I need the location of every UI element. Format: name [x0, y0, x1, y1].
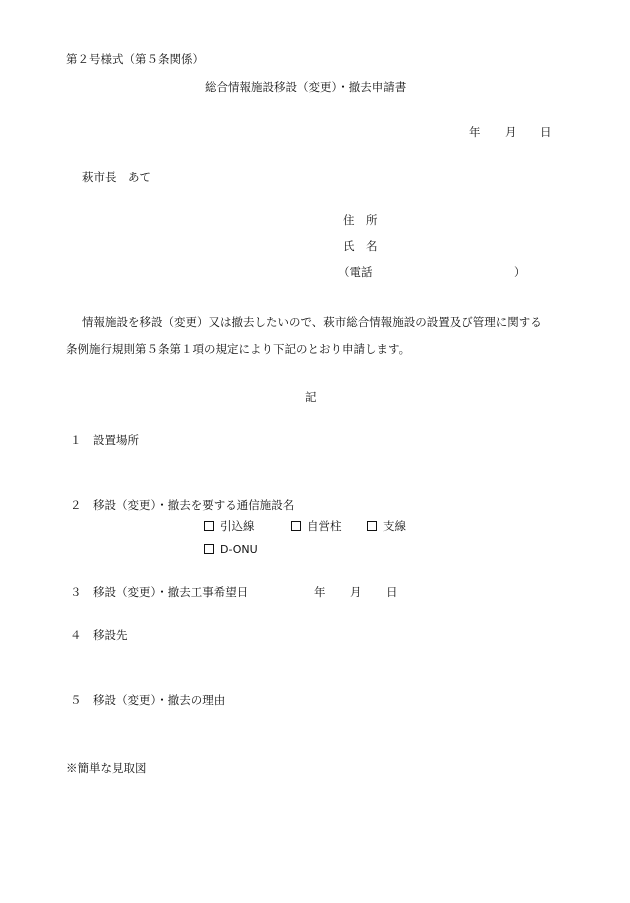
- item-3-number: ３: [70, 585, 82, 599]
- item-2-label: 移設（変更）・撤去を要する通信施設名: [93, 498, 295, 512]
- date-year: 年: [469, 125, 481, 139]
- option-d-onu[interactable]: [204, 544, 258, 556]
- item-3-year: 年: [314, 585, 326, 599]
- item-1-label: 設置場所: [93, 433, 139, 447]
- addressee: 萩市長 あて: [82, 170, 151, 184]
- item-5-number: ５: [70, 693, 82, 707]
- option-shisen[interactable]: [367, 521, 406, 533]
- checkbox-icon[interactable]: [204, 544, 214, 554]
- option-hikikomisen[interactable]: [204, 521, 255, 533]
- checkbox-icon[interactable]: [367, 521, 377, 531]
- applicant-name-label: 氏 名: [343, 239, 378, 253]
- body-text-line1: 情報施設を移設（変更）又は撤去したいので、萩市総合情報施設の設置及び管理に関する: [82, 315, 542, 329]
- item-3-day: 日: [386, 585, 398, 599]
- option-label: D-ONU: [220, 543, 258, 556]
- item-3-label: 移設（変更）・撤去工事希望日: [93, 585, 249, 599]
- date-month: 月: [505, 125, 517, 139]
- checkbox-icon[interactable]: [204, 521, 214, 531]
- checkbox-icon[interactable]: [291, 521, 301, 531]
- item-5-label: 移設（変更）・撤去の理由: [93, 693, 226, 707]
- document-title: 総合情報施設移設（変更）・撤去申請書: [205, 80, 407, 94]
- option-label: 支線: [383, 519, 406, 533]
- body-text-line2: 条例施行規則第５条第１項の規定により下記のとおり申請します。: [66, 342, 411, 356]
- sketch-note: ※簡単な見取図: [66, 761, 147, 775]
- option-jieichu[interactable]: [291, 521, 342, 533]
- item-4-label: 移設先: [93, 628, 128, 642]
- item-3-month: 月: [350, 585, 362, 599]
- applicant-address-label: 住 所: [343, 213, 378, 227]
- item-4-number: ４: [70, 628, 82, 642]
- option-label: 引込線: [220, 519, 255, 533]
- item-1-number: １: [70, 433, 82, 447]
- applicant-phone-open: （電話: [338, 265, 373, 279]
- date-day: 日: [540, 125, 552, 139]
- applicant-phone-close: ）: [514, 265, 526, 279]
- form-number: 第２号様式（第５条関係）: [66, 52, 204, 66]
- ki-marker: 記: [305, 390, 317, 404]
- item-2-number: ２: [70, 498, 82, 512]
- option-label: 自営柱: [307, 519, 342, 533]
